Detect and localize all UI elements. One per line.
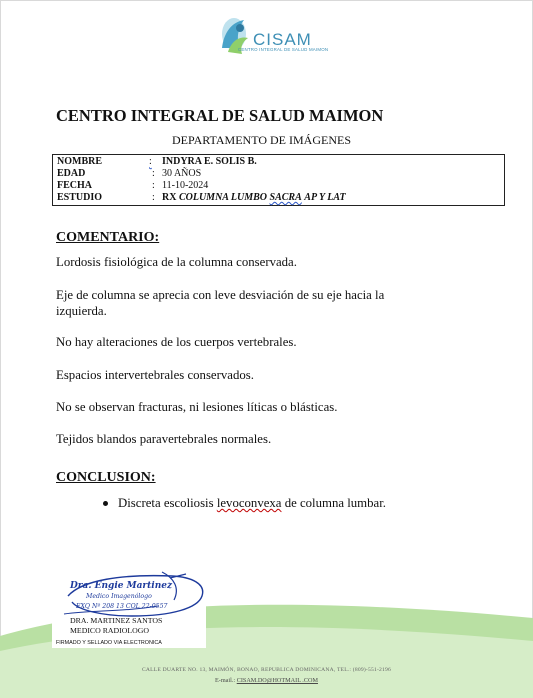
study-value xyxy=(162,192,346,203)
stamp-line-1: Dra. Engie Martinez xyxy=(70,581,173,591)
name-label: NOMBRE xyxy=(57,156,102,167)
signer-title: MEDICO RADIOLOGO xyxy=(70,626,150,635)
study-prefix: RX xyxy=(162,192,177,203)
comment-line-3: No hay alteraciones de los cuerpos vertebrales. xyxy=(56,335,297,349)
conclusion-heading: CONCLUSION: xyxy=(56,470,156,485)
footer-email-link[interactable]: CISAM.DO@HOTMAIL .COM xyxy=(236,677,318,684)
signed-note: FIRMADO Y SELLADO VIA ELECTRONICA xyxy=(56,640,162,646)
document-title: CENTRO INTEGRAL DE SALUD MAIMON xyxy=(56,106,384,125)
logo-tagline: CENTRO INTEGRAL DE SALUD MAIMON xyxy=(238,47,329,52)
conclusion-text-pre: Discreta escoliosis xyxy=(118,496,214,510)
comment-line-4: Espacios intervertebrales conservados. xyxy=(56,368,254,382)
department-title: DEPARTAMENTO DE IMÁGENES xyxy=(172,133,351,147)
date-label: FECHA xyxy=(57,180,92,191)
study-part2: SACRA xyxy=(269,192,302,203)
logo-wordmark: CISAM xyxy=(253,30,312,49)
bullet-dot-icon xyxy=(103,501,108,506)
signer-block xyxy=(70,616,162,636)
name-value: INDYRA E. SOLIS B. xyxy=(162,156,257,167)
footer-email-label: E-mail.: xyxy=(215,677,236,684)
conclusion-bullet xyxy=(103,496,386,511)
study-label: ESTUDIO xyxy=(57,192,103,203)
stamp-line-2: Medico Imagenólogo xyxy=(86,593,152,600)
signer-name: DRA. MARTINEZ SANTOS xyxy=(70,616,163,625)
date-value: 11-10-2024 xyxy=(162,180,209,191)
comment-line-5: No se observan fracturas, ni lesiones líticas o blásticas. xyxy=(56,400,338,414)
conclusion-text-post: de columna lumbar. xyxy=(284,496,386,510)
study-part1: COLUMNA LUMBO xyxy=(178,192,268,203)
study-separator: : xyxy=(152,192,155,203)
age-label: EDAD xyxy=(57,168,86,179)
footer-email-line xyxy=(0,677,533,684)
signature-stamp xyxy=(62,566,212,620)
date-separator: : xyxy=(152,180,155,191)
study-part3: AP Y LAT xyxy=(304,192,346,203)
comment-line-6: Tejidos blandos paravertebrales normales. xyxy=(56,432,272,446)
age-separator: : xyxy=(152,168,155,179)
patient-info-box xyxy=(52,154,505,206)
conclusion-text-flagged: levoconvexa xyxy=(216,496,282,510)
comment-line-1: Lordosis fisiológica de la columna conservada. xyxy=(56,255,297,269)
comment-heading: COMENTARIO: xyxy=(56,230,160,245)
name-separator: : xyxy=(149,156,152,167)
age-value: 30 AÑOS xyxy=(162,168,202,179)
footer-address: CALLE DUARTE NO. 13, MAIMÓN, BONAO, REPUBLICA DOMINICANA, TEL.: (809)-551-2196 xyxy=(142,667,391,673)
comment-line-2: Eje de columna se aprecia con leve desviación de su eje hacia la izquierda. xyxy=(56,288,385,318)
stamp-line-3: EXQ Nº 208 13 COL 22-0557 xyxy=(76,603,168,610)
